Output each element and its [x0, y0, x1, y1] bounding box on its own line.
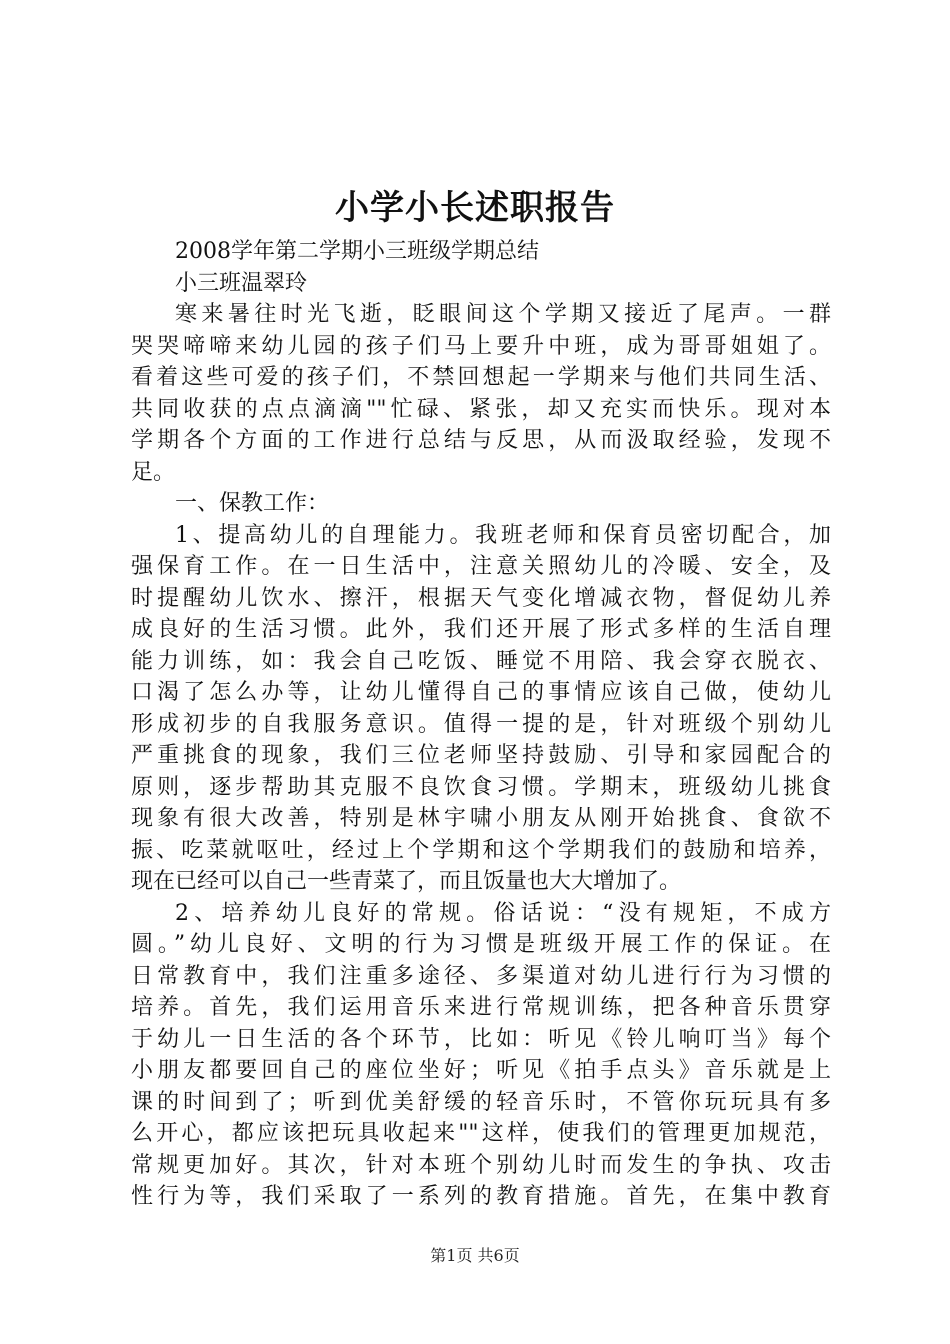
body-line: 课的时间到了；听到优美舒缓的轻音乐时，不管你玩玩具有多 — [131, 1089, 831, 1115]
body-line: 学期各个方面的工作进行总结与反思，从而汲取经验，发现不 — [131, 428, 831, 453]
body-line: 严重挑食的现象，我们三位老师坚持鼓励、引导和家园配合的 — [131, 743, 831, 768]
document-body — [131, 236, 831, 1213]
body-line: 现象有很大改善，特别是林宇啸小朋友从刚开始挑食、食欲不 — [131, 806, 831, 831]
body-line: 共同收获的点点滴滴""忙碌、紧张，却又充实而快乐。现对本 — [131, 396, 831, 422]
body-line: 么开心，都应该把玩具收起来""这样，使我们的管理更加规范， — [131, 1121, 831, 1146]
body-line: 成良好的生活习惯。此外，我们还开展了形式多样的生活自理 — [131, 617, 831, 642]
body-line: 振、吃菜就呕吐，经过上个学期和这个学期我们的鼓励和培养， — [131, 837, 831, 863]
body-line: 1、提高幼儿的自理能力。我班老师和保育员密切配合，加 — [175, 522, 831, 548]
body-line: 小三班温翠玲 — [175, 270, 308, 296]
body-line: 日常教育中，我们注重多途径、多渠道对幼儿进行行为习惯的 — [131, 963, 831, 989]
body-line: 能力训练，如：我会自己吃饭、睡觉不用陪、我会穿衣脱衣、 — [131, 648, 831, 674]
body-line: 现在已经可以自己一些青菜了，而且饭量也大大增加了。 — [131, 869, 682, 894]
body-line: 常规更加好。其次，针对本班个别幼儿时而发生的争执、攻击 — [131, 1152, 831, 1178]
body-line: 足。 — [131, 459, 176, 485]
body-line: 看着这些可爱的孩子们，不禁回想起一学期来与他们共同生活、 — [131, 365, 831, 390]
body-line: 圆。”幼儿良好、文明的行为习惯是班级开展工作的保证。在 — [131, 932, 831, 957]
body-line: 形成初步的自我服务意识。值得一提的是，针对班级个别幼儿 — [131, 711, 831, 737]
body-line: 哭哭啼啼来幼儿园的孩子们马上要升中班，成为哥哥姐姐了。 — [131, 333, 831, 359]
body-line: 2、培养幼儿良好的常规。俗话说：“没有规矩，不成方 — [175, 900, 831, 926]
body-line: 原则，逐步帮助其克服不良饮食习惯。学期末，班级幼儿挑食 — [131, 774, 831, 800]
body-line: 寒来暑往时光飞逝，眨眼间这个学期又接近了尾声。一群 — [175, 302, 831, 327]
body-line: 时提醒幼儿饮水、擦汗，根据天气变化增减衣物，督促幼儿养 — [131, 585, 831, 611]
body-line: 于幼儿一日生活的各个环节，比如：听见《铃儿响叮当》每个 — [131, 1026, 831, 1052]
body-line: 一、保教工作： — [175, 491, 330, 516]
body-line: 口渴了怎么办等，让幼儿懂得自己的事情应该自己做，使幼儿 — [131, 680, 831, 705]
body-line: 强保育工作。在一日生活中，注意关照幼儿的冷暖、安全，及 — [131, 554, 831, 579]
document-title: 小学小长述职报告 — [335, 188, 615, 228]
body-line: 小朋友都要回自己的座位坐好；听见《拍手点头》音乐就是上 — [131, 1058, 831, 1083]
body-line: 培养。首先，我们运用音乐来进行常规训练，把各种音乐贯穿 — [131, 995, 831, 1020]
body-line: 2008学年第二学期小三班级学期总结 — [175, 239, 539, 264]
body-line: 性行为等，我们采取了一系列的教育措施。首先，在集中教育 — [131, 1184, 831, 1209]
page-footer: 第1页 共6页 — [430, 1246, 520, 1265]
